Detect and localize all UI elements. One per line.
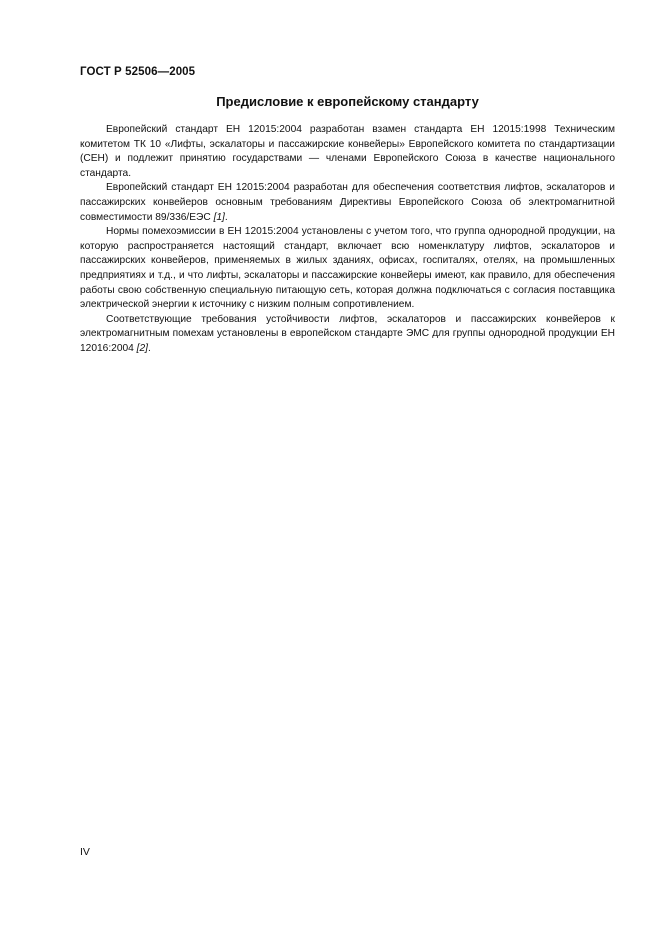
paragraph-4-reference: [2]: [136, 342, 148, 354]
paragraph-2-text: Европейский стандарт ЕН 12015:2004 разработан для обеспечения соответствия лифтов, эскалаторов и пассажирских конвейеров основным требованиям Директивы Европейского Союза об электромагнитной совместимости 89/336/ЕЭС: [80, 182, 615, 223]
body-text: [80, 123, 615, 357]
paragraph-3: [80, 225, 615, 313]
paragraph-4-text: Соответствующие требования устойчивости лифтов, эскалаторов и пассажирских конвейеров к электромагнитным помехам установлены в европейском стандарте ЭМС для группы однородной продукции ЕН 12016:2004: [80, 313, 615, 354]
paragraph-4-end: .: [148, 342, 151, 354]
paragraph-2-end: .: [224, 211, 228, 223]
paragraph-1-text: Европейский стандарт ЕН 12015:2004 разработан взамен стандарта ЕН 12015:1998 Техническим комитетом ТК 10 «Лифты, эскалаторы и пассажирские конвейеры» Европейского комитета по стандартизации (СЕН) и подлежит принятию государствами — членами Европейского Союза в качестве национального стандарта.: [80, 124, 615, 179]
paragraph-4: [80, 313, 615, 357]
page-number: IV: [80, 846, 90, 858]
section-title: Предисловие к европейскому стандарту: [216, 94, 479, 109]
paragraph-1: [80, 123, 615, 181]
paragraph-2: [80, 181, 615, 225]
paragraph-3-text: Нормы помехоэмиссии в ЕН 12015:2004 установлены с учетом того, что группа однородной продукции, на которую распространяется настоящий стандарт, включает всю номенклатуру лифтов, эскалаторов и пассажирских конвейеров, применяемых в жилых зданиях, офисах, госпиталях, отелях, на промышленных предприятиях и т.д., и что лифты, эскалаторы и пассажирские конвейеры имеют, как правило, для обеспечения работы свою собственную специальную питающую сеть, которая должна подключаться с согласия поставщика электрической энергии к источнику с низким полным сопротивлением.: [80, 226, 615, 311]
document-header: ГОСТ Р 52506—2005: [80, 66, 196, 78]
paragraph-2-reference: [1]: [213, 211, 225, 223]
